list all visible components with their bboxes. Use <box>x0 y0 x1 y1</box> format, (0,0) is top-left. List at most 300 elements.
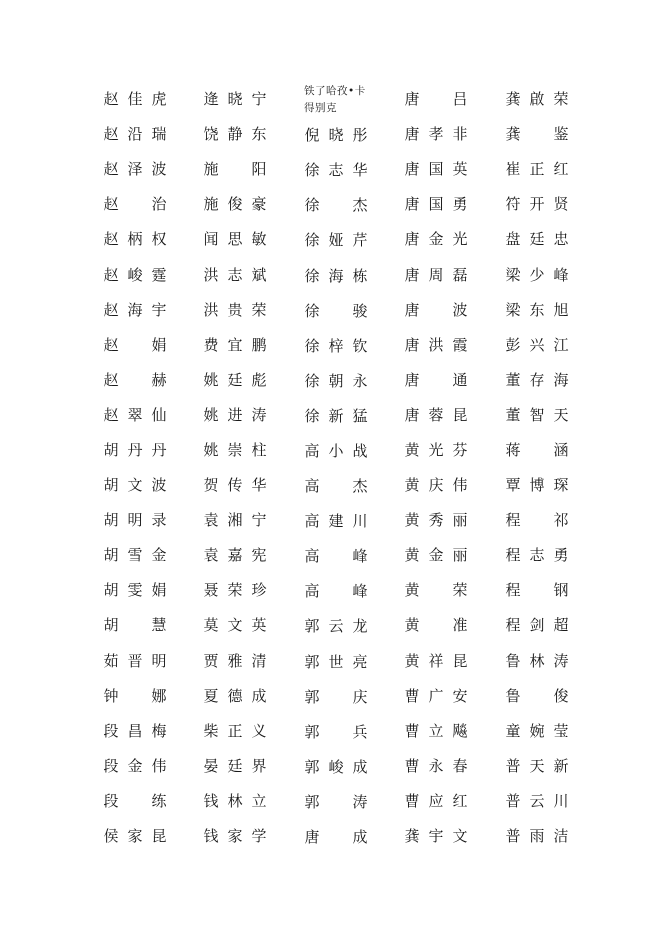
name-char: 湘 <box>227 511 243 530</box>
name-char: 彪 <box>251 370 267 389</box>
name-char: 阳 <box>251 160 267 179</box>
name-entry <box>203 503 267 538</box>
name-char: 柴 <box>203 721 219 740</box>
name-entry <box>304 574 368 609</box>
name-char: 朝 <box>328 371 344 390</box>
name-entry <box>404 749 468 784</box>
name-entry <box>304 364 368 399</box>
name-char: 高 <box>304 441 320 460</box>
name-char: 娟 <box>151 335 167 354</box>
name-entry <box>203 749 267 784</box>
name-char: 华 <box>251 476 267 495</box>
name-char: 娅 <box>328 231 344 250</box>
name-char: 柄 <box>127 230 143 249</box>
name-char: 段 <box>103 756 119 775</box>
name-entry <box>304 153 368 188</box>
name-char: 徐 <box>304 336 320 355</box>
name-char: 学 <box>251 827 267 846</box>
name-char: 侯 <box>103 827 119 846</box>
name-char: 赵 <box>103 405 119 424</box>
name-entry <box>505 187 569 222</box>
name-entry <box>304 539 368 574</box>
name-char: 荣 <box>227 581 243 600</box>
name-entry <box>304 645 368 680</box>
name-char: 贾 <box>203 651 219 670</box>
name-char: 庆 <box>352 687 368 706</box>
name-char: 倪 <box>304 126 320 145</box>
name-char: 晓 <box>328 126 344 145</box>
name-entry <box>404 608 468 643</box>
name-char: 晋 <box>127 651 143 670</box>
name-char: 普 <box>505 791 521 810</box>
name-char: 立 <box>251 791 267 810</box>
name-entry <box>404 573 468 608</box>
name-entry <box>304 258 368 293</box>
name-char: 新 <box>553 756 569 775</box>
name-char: 栋 <box>352 266 368 285</box>
name-char: 郭 <box>304 757 320 776</box>
name-char: 费 <box>203 335 219 354</box>
name-char: 胡 <box>103 546 119 565</box>
name-entry <box>103 608 167 643</box>
name-entry <box>203 82 267 117</box>
name-entry <box>404 784 468 819</box>
name-entry <box>103 257 167 292</box>
name-char: 天 <box>529 756 545 775</box>
name-char: 赵 <box>103 160 119 179</box>
name-char: 普 <box>505 827 521 846</box>
name-char: 钱 <box>203 827 219 846</box>
name-char: 廷 <box>529 230 545 249</box>
name-char: 峰 <box>352 582 368 601</box>
name-entry <box>505 433 569 468</box>
name-entry <box>103 503 167 538</box>
name-entry <box>203 328 267 363</box>
name-char: 涛 <box>251 405 267 424</box>
name-column-1 <box>103 82 167 854</box>
name-char: 昌 <box>127 721 143 740</box>
name-entry <box>103 187 167 222</box>
name-char: 存 <box>529 370 545 389</box>
name-char: 敏 <box>251 230 267 249</box>
name-column-4 <box>404 82 468 854</box>
name-char: 高 <box>304 512 320 531</box>
name-char: 翠 <box>127 405 143 424</box>
name-char: 贵 <box>227 300 243 319</box>
name-entry <box>404 819 468 854</box>
name-char: 芹 <box>352 231 368 250</box>
name-char: 智 <box>529 405 545 424</box>
name-char: 普 <box>505 756 521 775</box>
name-char: 昆 <box>151 827 167 846</box>
name-entry <box>203 117 267 152</box>
name-char: 彤 <box>352 126 368 145</box>
name-char: 猛 <box>352 406 368 425</box>
name-char: 治 <box>151 195 167 214</box>
name-char: 黄 <box>404 651 420 670</box>
name-char: 勇 <box>452 195 468 214</box>
name-char: 成 <box>251 686 267 705</box>
name-entry <box>304 188 368 223</box>
name-char: 骏 <box>352 301 368 320</box>
name-char: 静 <box>227 125 243 144</box>
name-char: 啟 <box>529 90 545 109</box>
name-entry <box>404 714 468 749</box>
name-char: 梓 <box>328 336 344 355</box>
name-char: 成 <box>352 757 368 776</box>
name-char: 鲁 <box>505 686 521 705</box>
name-char: 丹 <box>127 440 143 459</box>
name-entry <box>203 293 267 328</box>
name-char: 贤 <box>553 195 569 214</box>
name-char: 覃 <box>505 476 521 495</box>
name-char: 志 <box>328 161 344 180</box>
name-char: 唐 <box>404 405 420 424</box>
name-char: 雪 <box>127 546 143 565</box>
name-char: 曹 <box>404 791 420 810</box>
name-entry <box>404 257 468 292</box>
name-entry <box>304 223 368 258</box>
name-char: 天 <box>553 405 569 424</box>
name-char: 传 <box>227 476 243 495</box>
name-char: 金 <box>151 546 167 565</box>
name-char: 莫 <box>203 616 219 635</box>
name-char: 成 <box>352 828 368 847</box>
name-char: 曹 <box>404 721 420 740</box>
name-entry <box>103 328 167 363</box>
name-entry <box>505 82 569 117</box>
name-entry <box>304 399 368 434</box>
name-char: 胡 <box>103 440 119 459</box>
name-entry <box>404 328 468 363</box>
name-char: 红 <box>452 791 468 810</box>
name-char: 郭 <box>304 652 320 671</box>
name-char: 界 <box>251 756 267 775</box>
name-entry <box>103 222 167 257</box>
name-entry <box>505 503 569 538</box>
name-char: 祥 <box>428 651 444 670</box>
name-char: 泽 <box>127 160 143 179</box>
name-entry <box>203 363 267 398</box>
name-char: 广 <box>428 686 444 705</box>
name-char: 曹 <box>404 756 420 775</box>
name-char: 赵 <box>103 335 119 354</box>
name-char: 徐 <box>304 406 320 425</box>
name-char: 黄 <box>404 546 420 565</box>
name-entry <box>203 644 267 679</box>
name-entry <box>404 293 468 328</box>
name-char: 江 <box>553 335 569 354</box>
name-entry <box>505 363 569 398</box>
name-char: 徐 <box>304 301 320 320</box>
name-entry <box>404 433 468 468</box>
name-char: 廷 <box>227 756 243 775</box>
name-char: 佳 <box>127 90 143 109</box>
name-entry <box>404 644 468 679</box>
name-char: 夏 <box>203 686 219 705</box>
name-entry <box>203 187 267 222</box>
name-char: 杰 <box>352 477 368 496</box>
name-char: 施 <box>203 195 219 214</box>
name-entry <box>103 82 167 117</box>
name-char: 伟 <box>452 476 468 495</box>
name-char: 海 <box>553 370 569 389</box>
name-char: 廷 <box>227 370 243 389</box>
name-entry <box>404 117 468 152</box>
name-char: 云 <box>529 791 545 810</box>
name-entry <box>505 222 569 257</box>
name-entry-long: 铁了哈孜•卡得别克 <box>304 85 366 114</box>
name-char: 文 <box>452 827 468 846</box>
name-char: 亮 <box>352 652 368 671</box>
name-char: 准 <box>452 616 468 635</box>
name-char: 雨 <box>529 827 545 846</box>
name-entry <box>404 82 468 117</box>
name-char: 家 <box>227 827 243 846</box>
name-char: 华 <box>352 161 368 180</box>
name-entry <box>203 152 267 187</box>
name-char: 钟 <box>103 686 119 705</box>
name-char: 秀 <box>428 511 444 530</box>
name-char: 赵 <box>103 370 119 389</box>
name-entry <box>505 784 569 819</box>
name-char: 孝 <box>428 125 444 144</box>
name-char: 晓 <box>227 90 243 109</box>
name-entry <box>203 222 267 257</box>
name-char: 董 <box>505 405 521 424</box>
name-char: 龚 <box>404 827 420 846</box>
name-char: 宪 <box>251 546 267 565</box>
name-char: 开 <box>529 195 545 214</box>
name-char: 赵 <box>103 230 119 249</box>
name-char: 鉴 <box>553 125 569 144</box>
name-char: 兵 <box>352 722 368 741</box>
name-char: 林 <box>227 791 243 810</box>
name-char: 俊 <box>553 686 569 705</box>
name-char: 录 <box>151 511 167 530</box>
name-char: 崔 <box>505 160 521 179</box>
name-char: 崇 <box>227 440 243 459</box>
name-entry <box>103 644 167 679</box>
name-entry <box>304 609 368 644</box>
name-entry <box>404 538 468 573</box>
name-char: 应 <box>428 791 444 810</box>
name-entry <box>404 468 468 503</box>
name-char: 姚 <box>203 370 219 389</box>
name-entry <box>404 398 468 433</box>
name-char: 明 <box>151 651 167 670</box>
name-entry <box>505 608 569 643</box>
name-char: 丽 <box>452 511 468 530</box>
name-char: 金 <box>428 546 444 565</box>
name-char: 段 <box>103 721 119 740</box>
name-char: 清 <box>251 651 267 670</box>
name-char: 唐 <box>404 265 420 284</box>
name-char: 勇 <box>553 546 569 565</box>
name-char: 洪 <box>203 300 219 319</box>
name-char: 唐 <box>404 90 420 109</box>
name-entry <box>505 819 569 854</box>
name-char: 盘 <box>505 230 521 249</box>
name-char: 徐 <box>304 371 320 390</box>
name-char: 超 <box>553 616 569 635</box>
name-char: 姚 <box>203 405 219 424</box>
name-char: 明 <box>127 511 143 530</box>
name-char: 赵 <box>103 265 119 284</box>
name-char: 龚 <box>505 90 521 109</box>
name-char: 春 <box>452 756 468 775</box>
name-char: 英 <box>452 160 468 179</box>
name-column-2 <box>203 82 267 854</box>
name-char: 金 <box>127 756 143 775</box>
name-char: 高 <box>304 582 320 601</box>
name-char: 通 <box>452 370 468 389</box>
name-char: 建 <box>328 512 344 531</box>
name-char: 郭 <box>304 617 320 636</box>
name-char: 赵 <box>103 195 119 214</box>
name-char: 徐 <box>304 231 320 250</box>
name-char: 程 <box>505 546 521 565</box>
name-char: 吕 <box>452 90 468 109</box>
name-char: 黄 <box>404 581 420 600</box>
name-char: 德 <box>227 686 243 705</box>
name-char: 琛 <box>553 476 569 495</box>
name-char: 唐 <box>404 160 420 179</box>
name-entry <box>304 294 368 329</box>
name-char: 永 <box>428 756 444 775</box>
name-char: 东 <box>529 300 545 319</box>
name-entry <box>505 749 569 784</box>
name-char: 唐 <box>404 195 420 214</box>
name-char: 程 <box>505 581 521 600</box>
name-char: 波 <box>151 160 167 179</box>
name-char: 鲁 <box>505 651 521 670</box>
name-entry <box>505 679 569 714</box>
name-char: 胡 <box>103 616 119 635</box>
name-char: 云 <box>328 617 344 636</box>
name-char: 袁 <box>203 511 219 530</box>
name-char: 周 <box>428 265 444 284</box>
name-char: 施 <box>203 160 219 179</box>
name-char: 沿 <box>127 125 143 144</box>
name-char: 祁 <box>553 511 569 530</box>
name-char: 郭 <box>304 687 320 706</box>
name-char: 伟 <box>151 756 167 775</box>
name-char: 晏 <box>203 756 219 775</box>
name-char: 赵 <box>103 90 119 109</box>
name-entry <box>404 679 468 714</box>
name-char: 博 <box>529 476 545 495</box>
name-char: 钢 <box>553 581 569 600</box>
name-char: 唐 <box>404 300 420 319</box>
name-char: 郭 <box>304 792 320 811</box>
name-char: 剑 <box>529 616 545 635</box>
name-char: 贺 <box>203 476 219 495</box>
name-char: 峻 <box>127 265 143 284</box>
name-char: 战 <box>352 441 368 460</box>
name-char: 仙 <box>151 405 167 424</box>
name-char: 昆 <box>452 651 468 670</box>
name-char: 新 <box>328 406 344 425</box>
name-char: 波 <box>151 476 167 495</box>
name-char: 瑞 <box>151 125 167 144</box>
name-char: 饶 <box>203 125 219 144</box>
name-char: 梅 <box>151 721 167 740</box>
name-char: 赫 <box>151 370 167 389</box>
name-char: 徐 <box>304 161 320 180</box>
name-entry <box>203 679 267 714</box>
name-entry <box>505 328 569 363</box>
name-char: 彭 <box>505 335 521 354</box>
name-char: 宁 <box>251 511 267 530</box>
name-entry <box>304 750 368 785</box>
name-char: 胡 <box>103 581 119 600</box>
name-entry <box>103 538 167 573</box>
name-char: 小 <box>328 441 344 460</box>
name-char: 文 <box>127 476 143 495</box>
name-char: 高 <box>304 477 320 496</box>
name-char: 雯 <box>127 581 143 600</box>
name-char: 娜 <box>151 686 167 705</box>
name-char: 永 <box>352 371 368 390</box>
name-char: 黄 <box>404 511 420 530</box>
name-entry <box>203 468 267 503</box>
name-char: 涛 <box>352 792 368 811</box>
name-char: 柱 <box>251 440 267 459</box>
name-entry <box>203 608 267 643</box>
name-char: 徐 <box>304 196 320 215</box>
name-char: 丹 <box>151 440 167 459</box>
name-char: 丽 <box>452 546 468 565</box>
name-char: 虎 <box>151 90 167 109</box>
name-char: 思 <box>227 230 243 249</box>
name-char: 川 <box>553 791 569 810</box>
name-entry <box>304 820 368 855</box>
name-char: 兴 <box>529 335 545 354</box>
name-entry <box>304 785 368 820</box>
name-entry <box>304 680 368 715</box>
name-entry <box>304 504 368 539</box>
name-char: 唐 <box>304 828 320 847</box>
name-entry <box>103 679 167 714</box>
name-entry <box>505 538 569 573</box>
name-char: 峰 <box>553 265 569 284</box>
name-char: 梁 <box>505 300 521 319</box>
name-entry <box>203 398 267 433</box>
name-char: 姚 <box>203 440 219 459</box>
name-char: 洁 <box>553 827 569 846</box>
name-char: 唐 <box>404 370 420 389</box>
name-entry <box>304 118 368 153</box>
name-char: 俊 <box>227 195 243 214</box>
name-char: 志 <box>227 265 243 284</box>
name-entry <box>505 398 569 433</box>
name-entry <box>304 715 368 750</box>
name-char: 嘉 <box>227 546 243 565</box>
name-char: 昆 <box>452 405 468 424</box>
name-char: 赵 <box>103 300 119 319</box>
name-char: 芬 <box>452 440 468 459</box>
name-entry <box>103 819 167 854</box>
name-entry <box>304 434 368 469</box>
name-char: 曹 <box>404 686 420 705</box>
name-entry <box>404 222 468 257</box>
name-entry <box>404 152 468 187</box>
name-char: 光 <box>452 230 468 249</box>
name-char: 段 <box>103 791 119 810</box>
name-column-5 <box>505 82 569 854</box>
name-char: 宜 <box>227 335 243 354</box>
